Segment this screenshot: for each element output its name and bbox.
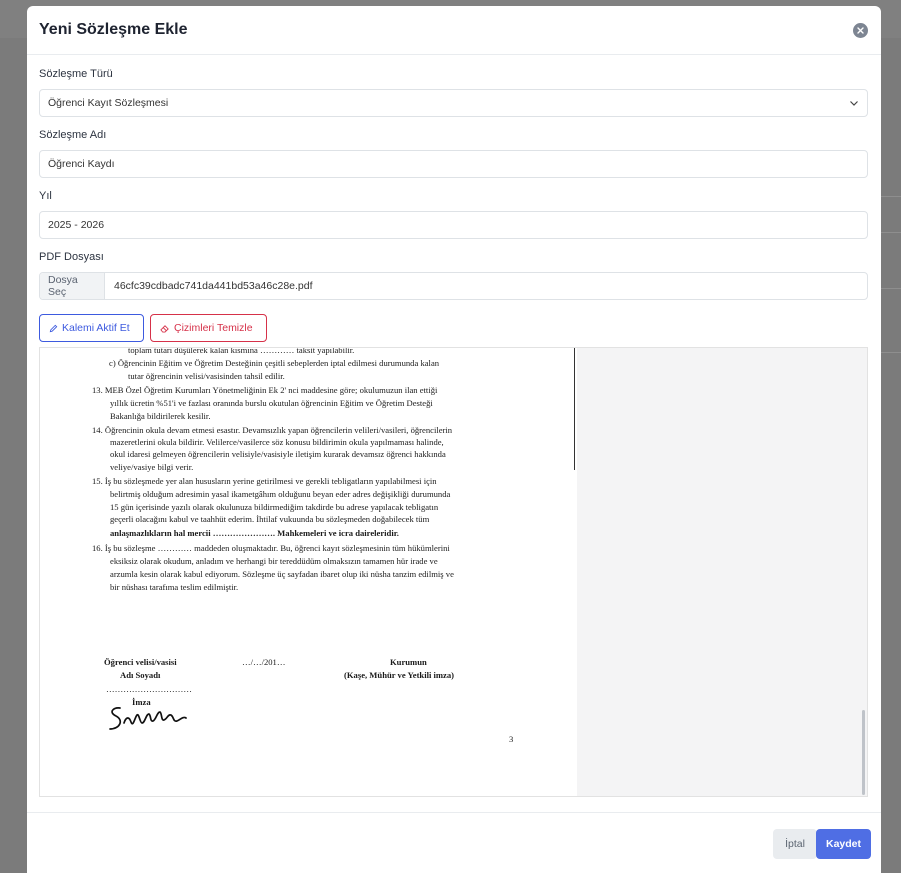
pdf-file-input[interactable] <box>39 272 868 300</box>
background-divider <box>880 232 901 233</box>
institution-label: Kurumun <box>390 657 427 667</box>
handwritten-signature-drawing <box>106 702 188 736</box>
contract-type-label: Sözleşme Türü <box>39 68 113 80</box>
pdf-text-line: eksiksiz olarak okudum, anladım ve herhangi bir tereddüdüm olmaksızın tamamen hür irade ve <box>110 556 438 566</box>
modal-footer <box>27 812 881 873</box>
modal-body <box>27 55 881 797</box>
pdf-text-line: yıllık ücretin %51'i ve fazlası oranında burslu okutulan öğrencinin Eğitim ve Öğretim Desteği <box>110 398 433 408</box>
contract-type-field <box>39 67 868 117</box>
clear-drawings-button[interactable] <box>150 314 267 342</box>
activate-pen-label: Kalemi Aktif Et <box>62 322 130 334</box>
close-button[interactable] <box>853 23 868 38</box>
contract-name-value: Öğrenci Kaydı <box>48 158 115 170</box>
pdf-viewer[interactable] <box>39 347 868 797</box>
clear-drawings-label: Çizimleri Temizle <box>174 322 253 334</box>
pdf-text-line: arzumla kesin olarak kabul ediyorum. Sözleşme üç sayfadan ibaret olup iki nüsha tanzim edilmiş ve <box>110 569 454 579</box>
activate-pen-button[interactable] <box>39 314 144 342</box>
background-divider <box>880 288 901 289</box>
save-button[interactable]: Kaydet <box>816 829 871 859</box>
contract-name-input[interactable] <box>39 150 868 178</box>
eraser-icon <box>160 324 170 333</box>
year-label: Yıl <box>39 190 52 202</box>
pdf-text-line: 15. İş bu sözleşmede yer alan hususların yerine getirilmesi ve gerekli tebligatların yapılabilmesi için <box>92 476 437 486</box>
pdf-text-line: c) Öğrencinin Eğitim ve Öğretim Desteğinin çeşitli sebeplerden iptal edilmesi durumunda kalan <box>109 358 440 368</box>
pdf-text-line: mazeretlerini okula bildirir. Velilerce/vasilerce söz konusu bildirimin okula yapılmaması halinde, <box>110 437 444 447</box>
pdf-text-line: Bakanlığa bildirilerek kesilir. <box>110 411 211 421</box>
pdf-page[interactable] <box>40 348 577 797</box>
pdf-scrollbar[interactable] <box>862 710 865 795</box>
background-divider <box>880 352 901 353</box>
pdf-text-line: toplam tutarı düşülerek kalan kısmına ………… taksit yapılabilir. <box>128 347 355 355</box>
page-edge-line <box>574 348 575 470</box>
chevron-down-icon <box>849 98 859 108</box>
add-contract-modal <box>27 6 881 873</box>
signature-label: İmza <box>132 697 151 707</box>
name-dots: ………………………… <box>106 684 192 694</box>
year-input[interactable] <box>39 211 868 239</box>
pdf-text-line: 14. Öğrencinin okula devam etmesi esastır. Devamsızlık yapan öğrencilerin velileri/vasileri, öğrencilerin <box>92 425 453 435</box>
pdf-text-line: 13. MEB Özel Öğretim Kurumları Yönetmeliğinin Ek 2' nci maddesine göre; okulumuzun ilan ettiği <box>92 385 438 395</box>
choose-file-button[interactable]: Dosya Seç <box>40 273 105 299</box>
pdf-text-line: belirtmiş olduğum adresimin yasal ikametgâhım olduğunu beyan eder adres değişikliği durumunda <box>110 489 451 499</box>
pdf-file-label: PDF Dosyası <box>39 251 104 263</box>
name-surname-label: Adı Soyadı <box>120 670 161 680</box>
pdf-text-line: 15 gün içerisinde yazılı olarak okulunuza bildirmediğim takdirde bu adrese yapılacak tebligatın <box>110 502 439 512</box>
pdf-text-line: veliye/vasiye bilgi verir. <box>110 462 194 472</box>
selected-filename: 46cfc39cdbadc741da441bd53a46c28e.pdf <box>114 280 313 292</box>
page-number: 3 <box>509 734 514 744</box>
close-icon <box>857 27 864 34</box>
pdf-file-field <box>39 250 868 300</box>
pdf-text-line: anlaşmazlıkların hal mercii …………………. Mahkemeleri ve icra daireleridir. <box>110 528 399 538</box>
year-value: 2025 - 2026 <box>48 219 105 231</box>
contract-name-label: Sözleşme Adı <box>39 129 107 141</box>
contract-type-select[interactable] <box>39 89 868 117</box>
pdf-text-line: okul idaresi gelmeyen öğrencilerin velisiyle/vasisiyle iletişim kurarak devamsız öğrenci hakkında <box>110 449 446 459</box>
date-placeholder: …/…/201… <box>242 657 286 667</box>
modal-title: Yeni Sözleşme Ekle <box>39 21 188 38</box>
modal-header <box>27 6 881 55</box>
background-divider <box>880 196 901 197</box>
contract-name-field <box>39 128 868 178</box>
year-field <box>39 189 868 239</box>
pdf-text-line: bir nüshası tarafıma teslim edilmiştir. <box>110 582 239 592</box>
pdf-text-line: tutar öğrencinin velisi/vasisinden tahsil edilir. <box>128 371 285 381</box>
pdf-text-line: 16. İş bu sözleşme ………… maddeden oluşmaktadır. Bu, öğrenci kayıt sözleşmesinin tüm hükümlerini <box>92 543 450 553</box>
guardian-label: Öğrenci velisi/vasisi <box>104 657 177 667</box>
drawing-toolbar <box>39 314 868 342</box>
pdf-text-line: geçerli olacağını kabul ve taahhüt ederim. İhtilaf vukuunda bu sözleşmeden doğabilecek tüm <box>110 514 430 524</box>
contract-type-value: Öğrenci Kayıt Sözleşmesi <box>48 97 169 109</box>
cancel-button[interactable]: İptal <box>773 829 817 859</box>
institution-sub-label: (Kaşe, Mühür ve Yetkili imza) <box>344 670 455 680</box>
pencil-icon <box>49 324 58 333</box>
